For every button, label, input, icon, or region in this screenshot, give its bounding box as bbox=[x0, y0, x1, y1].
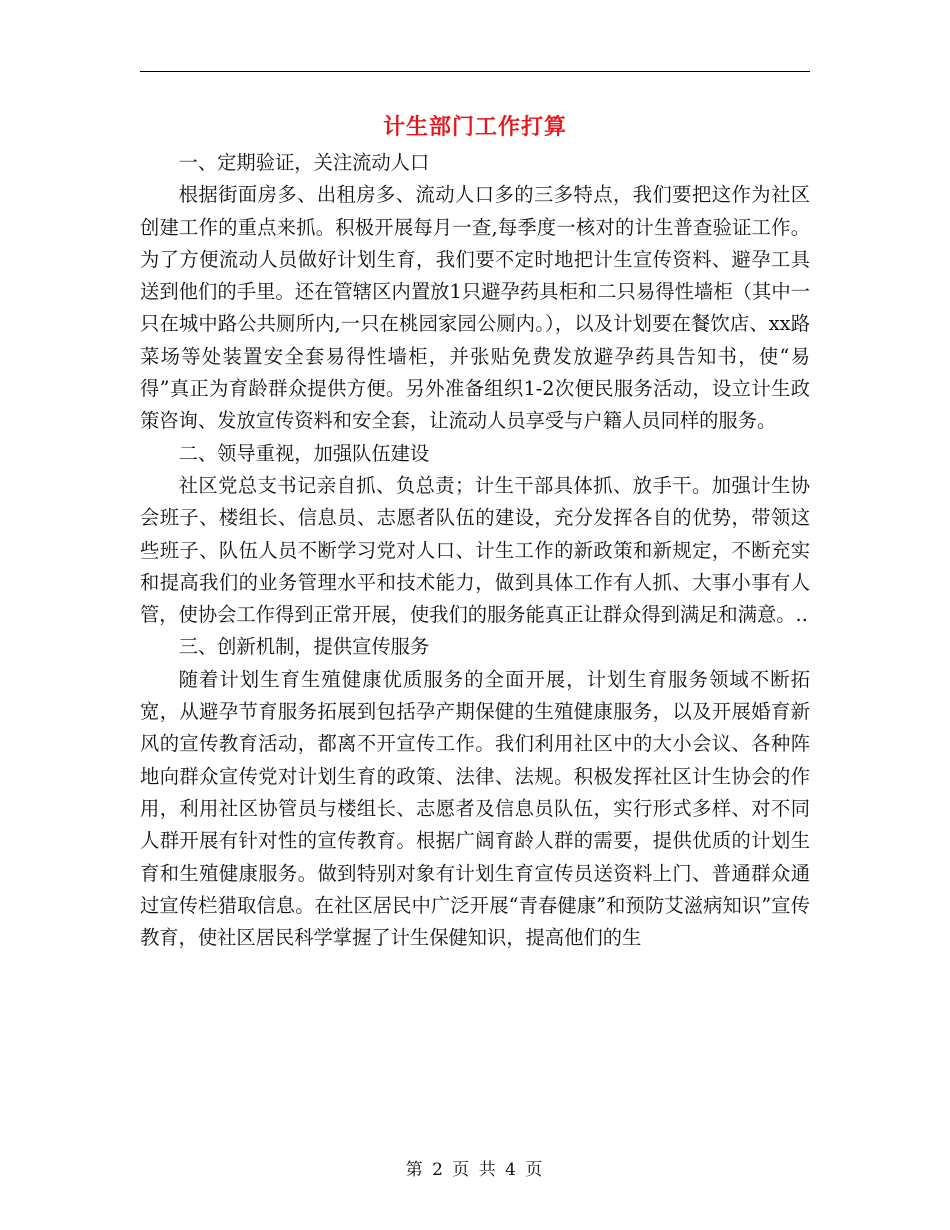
document-title: 计生部门工作打算 bbox=[382, 114, 567, 140]
paragraph-1: 根据街面房多、出租房多、流动人口多的三多特点，我们要把这作为社区创建工作的重点来抓。积极开展每月一查,每季度一核对的计生普查验证工作。为了方便流动人员做好计划生育，我们要不定时地把计生宣传资料、避孕工具送到他们的手里。还在管辖区内置放1只避孕药具柜和二只易得性墙柜（其中一只在城中路公共厕所内,一只在桃园家园公厕内。），以及计划要在餐饮店、xx路菜场等处装置安全套易得性墙柜，并张贴免费发放避孕药具告知书，使“易得”真正为育龄群众提供方便。另外准备组织1-2次便民服务活动，设立计生政策咨询、发放宣传资料和安全套，让流动人员享受与户籍人员同样的服务。 bbox=[140, 183, 810, 433]
page-footer: 第 2 页 共 4 页 bbox=[405, 1160, 545, 1180]
document-body bbox=[140, 147, 810, 954]
paragraph-2: 社区党总支书记亲自抓、负总责；计生干部具体抓、放手干。加强计生协会班子、楼组长、信息员、志愿者队伍的建设，充分发挥各自的优势，带领这些班子、队伍人员不断学习党对人口、计生工作的新政策和新规定，不断充实和提高我们的业务管理水平和技术能力，做到具体工作有人抓、大事小事有人管，使协会工作得到正常开展，使我们的服务能真正让群众得到满足和满意。.. bbox=[140, 473, 810, 627]
header-rule bbox=[140, 71, 810, 72]
paragraph-3: 随着计划生育生殖健康优质服务的全面开展，计划生育服务领域不断拓宽，从避孕节育服务拓展到包括孕产期保健的生殖健康服务，以及开展婚育新风的宣传教育活动，都离不开宣传工作。我们利用社区中的大小会议、各种阵地向群众宣传党对计划生育的政策、法律、法规。积极发挥社区计生协会的作用，利用社区协管员与楼组长、志愿者及信息员队伍，实行形式多样、对不同人群开展有针对性的宣传教育。根据广阔育龄人群的需要，提供优质的计划生育和生殖健康服务。做到特别对象有计划生育宣传员送资料上门、普通群众通过宣传栏猎取信息。在社区居民中广泛开展“青春健康”和预防艾滋病知识”宣传教育，使社区居民科学掌握了计生保健知识，提高他们的生 bbox=[140, 667, 810, 950]
section-heading-2: 二、领导重视，加强队伍建设 bbox=[178, 441, 430, 465]
section-heading-3: 三、创新机制，提供宣传服务 bbox=[178, 635, 430, 659]
section-heading-1: 一、定期验证，关注流动人口 bbox=[178, 151, 430, 174]
